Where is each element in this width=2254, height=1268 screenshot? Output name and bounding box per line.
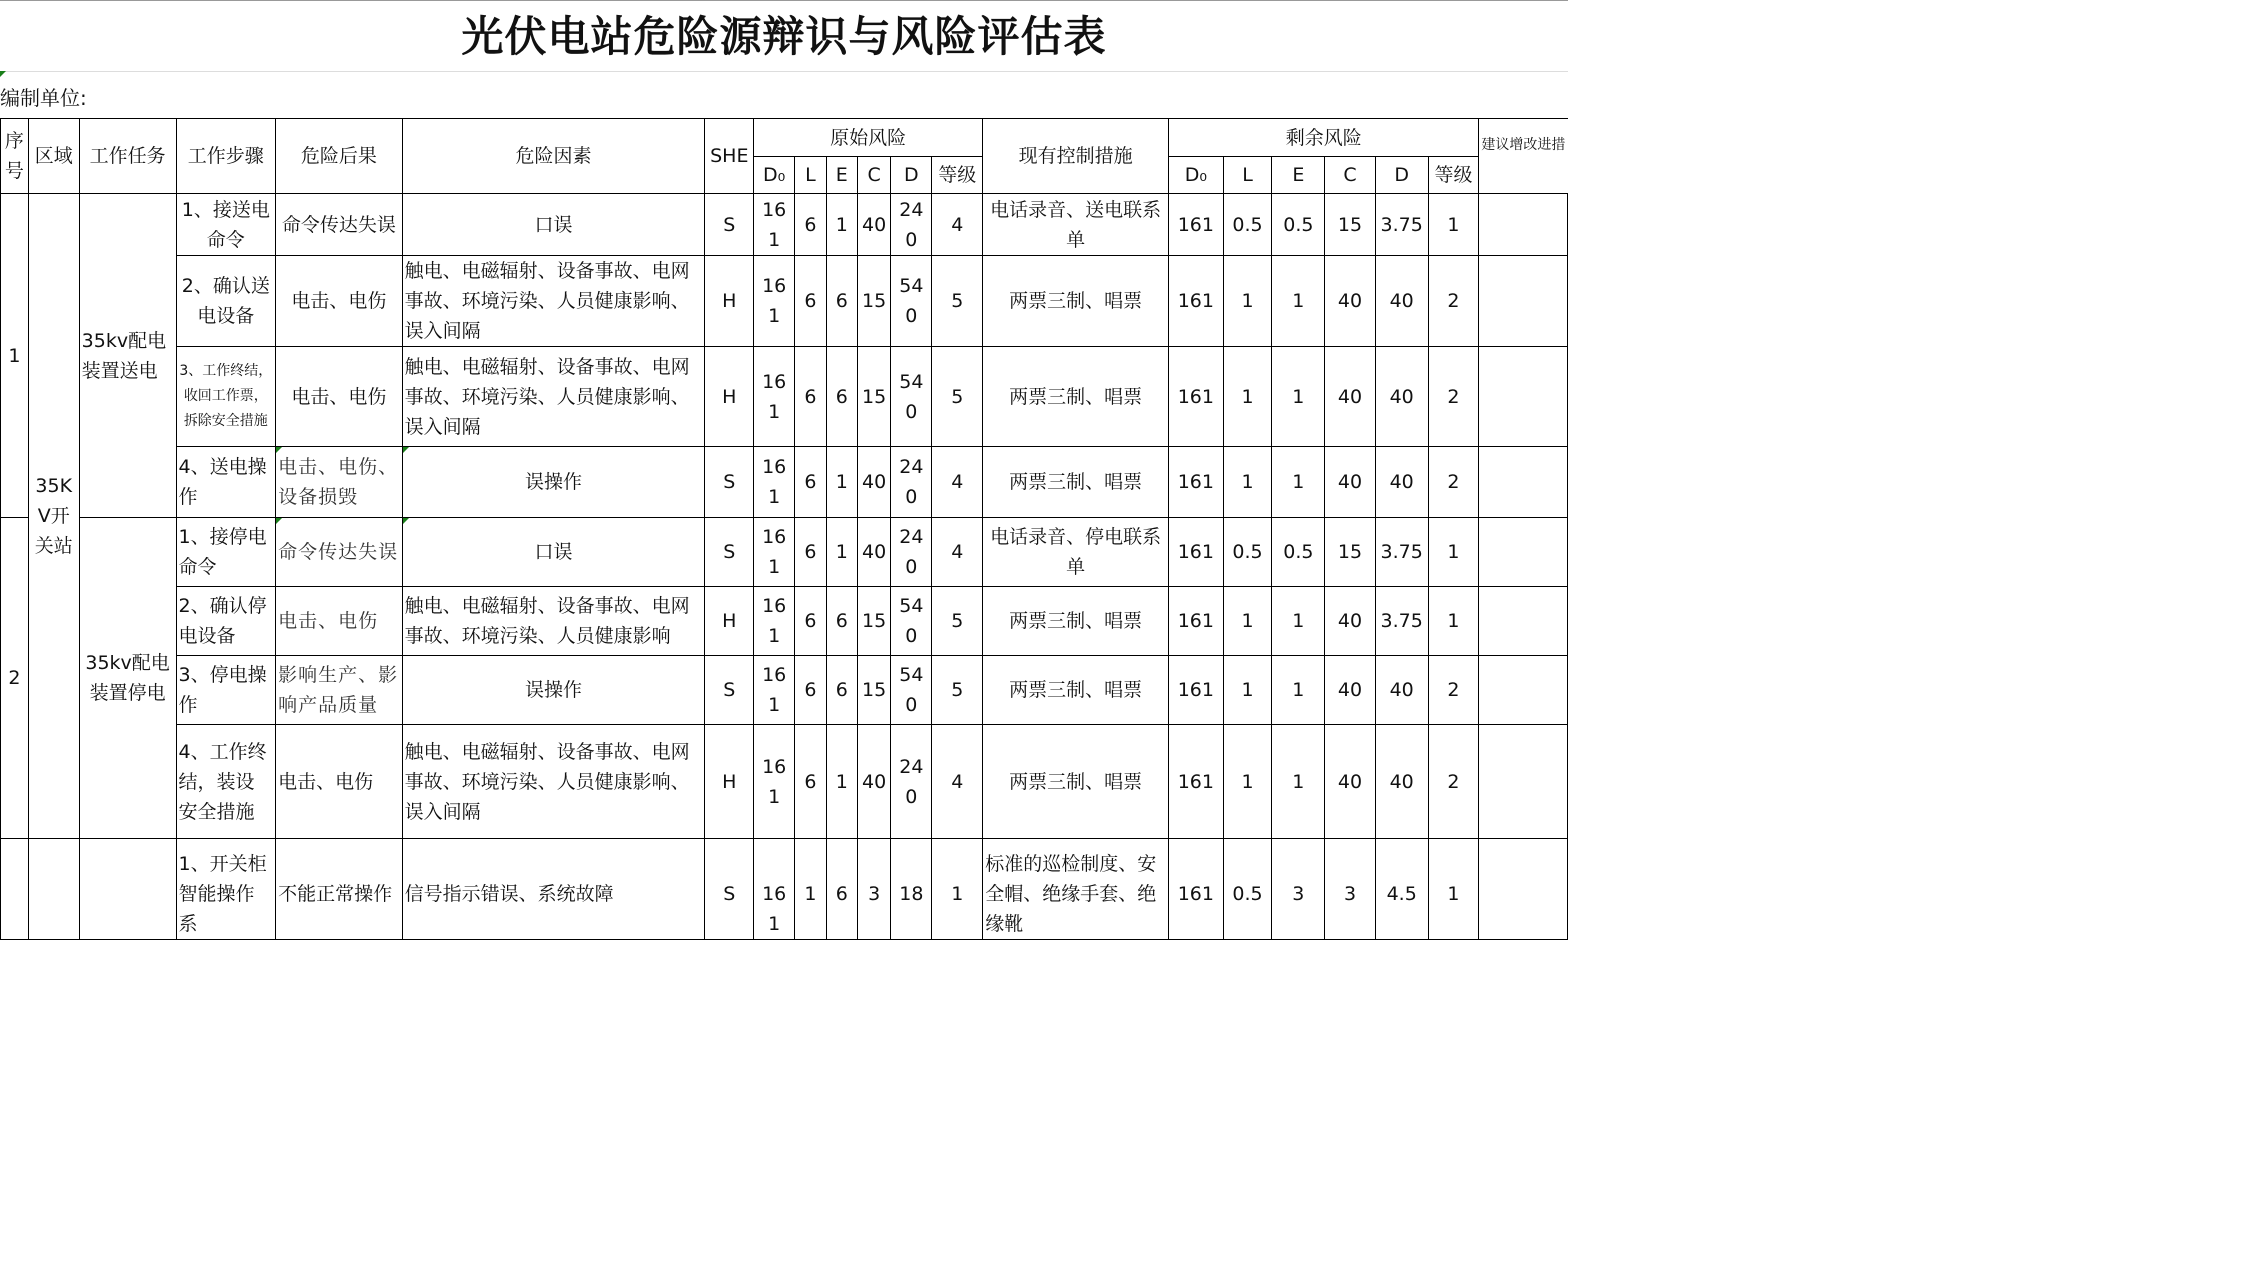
header-factor: 危险因素 (402, 119, 705, 194)
res-level-cell: 2 (1428, 656, 1479, 725)
orig-c-cell: 40 (857, 447, 890, 518)
seq-cell (1, 839, 29, 940)
area-cell (28, 839, 79, 940)
orig-d-cell: 240 (891, 518, 932, 587)
factor-cell: 口误 (402, 518, 705, 587)
controls-cell: 电话录音、送电联系单 (983, 194, 1169, 256)
res-c-cell: 40 (1325, 587, 1376, 656)
step-cell: 2、确认停电设备 (176, 587, 276, 656)
header-she: SHE (705, 119, 754, 194)
orig-d0-cell: 161 (754, 194, 795, 256)
orig-e-cell: 6 (826, 347, 857, 447)
res-level-cell: 1 (1428, 839, 1479, 940)
orig-d0-cell: 161 (754, 347, 795, 447)
res-e-cell: 1 (1272, 256, 1325, 347)
header-step: 工作步骤 (176, 119, 276, 194)
res-e-cell: 1 (1272, 587, 1325, 656)
res-d0-cell: 161 (1169, 725, 1224, 839)
header-res-d0: D₀ (1169, 157, 1224, 194)
header-res-c: C (1325, 157, 1376, 194)
res-d0-cell: 161 (1169, 256, 1224, 347)
step-cell: 1、接停电命令 (176, 518, 276, 587)
factor-cell: 口误 (402, 194, 705, 256)
suggest-cell (1479, 587, 1568, 656)
header-orig-d0: D₀ (754, 157, 795, 194)
step-cell: 1、开关柜智能操作系 (176, 839, 276, 940)
res-level-cell: 2 (1428, 725, 1479, 839)
table-row (1, 256, 1568, 347)
orig-level-cell: 5 (932, 656, 983, 725)
orig-d0-cell: 161 (754, 839, 795, 940)
area-cell: 35KV开关站 (28, 194, 79, 839)
consequence-cell: 不能正常操作 (276, 839, 402, 940)
res-d-cell: 4.5 (1375, 839, 1428, 940)
table-row (1, 839, 1568, 940)
consequence-cell: 电击、电伤 (276, 587, 402, 656)
res-level-cell: 2 (1428, 447, 1479, 518)
res-d-cell: 40 (1375, 256, 1428, 347)
suggest-cell (1479, 347, 1568, 447)
controls-cell: 两票三制、唱票 (983, 256, 1169, 347)
res-c-cell: 40 (1325, 447, 1376, 518)
step-cell: 4、工作终结，装设安全措施 (176, 725, 276, 839)
orig-e-cell: 6 (826, 256, 857, 347)
she-cell: S (705, 518, 754, 587)
consequence-cell: 影响生产、影响产品质量 (276, 656, 402, 725)
orig-d0-cell: 161 (754, 587, 795, 656)
factor-cell: 误操作 (402, 447, 705, 518)
suggest-cell (1479, 194, 1568, 256)
factor-cell: 触电、电磁辐射、设备事故、电网事故、环境污染、人员健康影响、误入间隔 (402, 347, 705, 447)
orig-level-cell: 5 (932, 587, 983, 656)
orig-level-cell: 5 (932, 347, 983, 447)
res-d-cell: 3.75 (1375, 194, 1428, 256)
she-cell: S (705, 447, 754, 518)
header-res-l: L (1223, 157, 1272, 194)
res-l-cell: 1 (1223, 256, 1272, 347)
controls-cell: 两票三制、唱票 (983, 656, 1169, 725)
orig-d0-cell: 161 (754, 725, 795, 839)
controls-cell: 标准的巡检制度、安全帽、绝缘手套、绝缘靴 (983, 839, 1169, 940)
orig-d-cell: 240 (891, 447, 932, 518)
controls-cell: 两票三制、唱票 (983, 347, 1169, 447)
table-row (1, 194, 1568, 256)
task-cell (79, 839, 176, 940)
factor-cell: 信号指示错误、系统故障 (402, 839, 705, 940)
table-row (1, 725, 1568, 839)
res-d0-cell: 161 (1169, 839, 1224, 940)
controls-cell: 两票三制、唱票 (983, 447, 1169, 518)
orig-d-cell: 540 (891, 587, 932, 656)
res-e-cell: 3 (1272, 839, 1325, 940)
consequence-cell: 电击、电伤、设备损毁 (276, 447, 402, 518)
she-cell: S (705, 194, 754, 256)
orig-d0-cell: 161 (754, 256, 795, 347)
header-res-level: 等级 (1428, 157, 1479, 194)
step-cell: 1、接送电命令 (176, 194, 276, 256)
factor-cell: 触电、电磁辐射、设备事故、电网事故、环境污染、人员健康影响、误入间隔 (402, 725, 705, 839)
she-cell: H (705, 587, 754, 656)
res-level-cell: 1 (1428, 587, 1479, 656)
orig-c-cell: 40 (857, 194, 890, 256)
orig-level-cell: 4 (932, 725, 983, 839)
res-d-cell: 3.75 (1375, 587, 1428, 656)
orig-d-cell: 540 (891, 347, 932, 447)
orig-c-cell: 40 (857, 518, 890, 587)
header-res-d: D (1375, 157, 1428, 194)
orig-l-cell: 6 (795, 447, 826, 518)
header-controls: 现有控制措施 (983, 119, 1169, 194)
orig-d-cell: 240 (891, 194, 932, 256)
header-orig-e: E (826, 157, 857, 194)
step-cell: 2、确认送电设备 (176, 256, 276, 347)
orig-level-cell: 4 (932, 447, 983, 518)
res-d-cell: 40 (1375, 447, 1428, 518)
res-l-cell: 1 (1223, 656, 1272, 725)
res-d0-cell: 161 (1169, 194, 1224, 256)
orig-d0-cell: 161 (754, 518, 795, 587)
res-l-cell: 0.5 (1223, 194, 1272, 256)
res-e-cell: 0.5 (1272, 194, 1325, 256)
risk-table (0, 118, 1568, 940)
orig-e-cell: 1 (826, 518, 857, 587)
header-task: 工作任务 (79, 119, 176, 194)
orig-c-cell: 15 (857, 656, 890, 725)
header-res-e: E (1272, 157, 1325, 194)
res-level-cell: 2 (1428, 256, 1479, 347)
orig-e-cell: 6 (826, 587, 857, 656)
header-original-risk: 原始风险 (754, 119, 983, 157)
res-d0-cell: 161 (1169, 447, 1224, 518)
she-cell: S (705, 839, 754, 940)
she-cell: S (705, 656, 754, 725)
suggest-cell (1479, 725, 1568, 839)
consequence-cell: 电击、电伤 (276, 725, 402, 839)
orig-level-cell: 4 (932, 194, 983, 256)
orig-e-cell: 6 (826, 656, 857, 725)
orig-d-cell: 540 (891, 256, 932, 347)
res-e-cell: 1 (1272, 347, 1325, 447)
consequence-cell: 命令传达失误 (276, 518, 402, 587)
orig-c-cell: 40 (857, 725, 890, 839)
orig-d0-cell: 161 (754, 447, 795, 518)
orig-c-cell: 15 (857, 347, 890, 447)
orig-e-cell: 6 (826, 839, 857, 940)
orig-c-cell: 15 (857, 256, 890, 347)
table-row (1, 347, 1568, 447)
res-d0-cell: 161 (1169, 656, 1224, 725)
factor-cell: 触电、电磁辐射、设备事故、电网事故、环境污染、人员健康影响、误入间隔 (402, 256, 705, 347)
res-l-cell: 1 (1223, 725, 1272, 839)
orig-level-cell: 5 (932, 256, 983, 347)
orig-d-cell: 540 (891, 656, 932, 725)
consequence-cell: 命令传达失误 (276, 194, 402, 256)
res-d-cell: 40 (1375, 725, 1428, 839)
res-c-cell: 15 (1325, 518, 1376, 587)
res-l-cell: 1 (1223, 347, 1272, 447)
step-cell: 4、送电操作 (176, 447, 276, 518)
table-row (1, 447, 1568, 518)
header-orig-l: L (795, 157, 826, 194)
seq-cell: 2 (1, 518, 29, 839)
res-e-cell: 1 (1272, 656, 1325, 725)
factor-cell: 触电、电磁辐射、设备事故、电网事故、环境污染、人员健康影响 (402, 587, 705, 656)
res-c-cell: 3 (1325, 839, 1376, 940)
orig-e-cell: 1 (826, 447, 857, 518)
res-c-cell: 40 (1325, 256, 1376, 347)
orig-l-cell: 6 (795, 518, 826, 587)
res-l-cell: 1 (1223, 447, 1272, 518)
suggest-cell (1479, 256, 1568, 347)
res-c-cell: 15 (1325, 194, 1376, 256)
suggest-cell (1479, 447, 1568, 518)
res-c-cell: 40 (1325, 725, 1376, 839)
orig-d-cell: 18 (891, 839, 932, 940)
orig-e-cell: 1 (826, 194, 857, 256)
seq-cell: 1 (1, 194, 29, 518)
header-orig-level: 等级 (932, 157, 983, 194)
consequence-cell: 电击、电伤 (276, 256, 402, 347)
res-level-cell: 1 (1428, 194, 1479, 256)
res-e-cell: 1 (1272, 447, 1325, 518)
header-seq: 序号 (1, 119, 29, 194)
header-consequence: 危险后果 (276, 119, 402, 194)
res-c-cell: 40 (1325, 347, 1376, 447)
orig-l-cell: 6 (795, 256, 826, 347)
orig-e-cell: 1 (826, 725, 857, 839)
orig-l-cell: 6 (795, 725, 826, 839)
orig-c-cell: 15 (857, 587, 890, 656)
orig-d-cell: 240 (891, 725, 932, 839)
page-title: 光伏电站危险源辩识与风险评估表 (0, 0, 1568, 72)
controls-cell: 电话录音、停电联系单 (983, 518, 1169, 587)
table-row (1, 656, 1568, 725)
res-d-cell: 40 (1375, 347, 1428, 447)
header-residual-risk: 剩余风险 (1169, 119, 1479, 157)
header-area: 区域 (28, 119, 79, 194)
controls-cell: 两票三制、唱票 (983, 725, 1169, 839)
orig-l-cell: 6 (795, 656, 826, 725)
orig-l-cell: 6 (795, 347, 826, 447)
orig-l-cell: 6 (795, 194, 826, 256)
she-cell: H (705, 256, 754, 347)
res-e-cell: 0.5 (1272, 518, 1325, 587)
factor-cell: 误操作 (402, 656, 705, 725)
orig-c-cell: 3 (857, 839, 890, 940)
res-d-cell: 3.75 (1375, 518, 1428, 587)
consequence-cell: 电击、电伤 (276, 347, 402, 447)
res-c-cell: 40 (1325, 656, 1376, 725)
task-cell: 35kv配电装置送电 (79, 194, 176, 518)
table-row (1, 518, 1568, 587)
res-level-cell: 2 (1428, 347, 1479, 447)
res-d0-cell: 161 (1169, 347, 1224, 447)
suggest-cell (1479, 839, 1568, 940)
suggest-cell (1479, 656, 1568, 725)
orig-level-cell: 4 (932, 518, 983, 587)
header-orig-c: C (857, 157, 890, 194)
res-l-cell: 0.5 (1223, 518, 1272, 587)
res-l-cell: 1 (1223, 587, 1272, 656)
step-cell: 3、工作终结，收回工作票，拆除安全措施 (176, 347, 276, 447)
step-cell: 3、停电操作 (176, 656, 276, 725)
orig-d0-cell: 161 (754, 656, 795, 725)
controls-cell: 两票三制、唱票 (983, 587, 1169, 656)
res-l-cell: 0.5 (1223, 839, 1272, 940)
header-orig-d: D (891, 157, 932, 194)
task-cell: 35kv配电装置停电 (79, 518, 176, 839)
she-cell: H (705, 347, 754, 447)
table-row (1, 587, 1568, 656)
res-e-cell: 1 (1272, 725, 1325, 839)
cell-comment-marker (0, 71, 6, 77)
she-cell: H (705, 725, 754, 839)
orig-l-cell: 6 (795, 587, 826, 656)
suggest-cell (1479, 518, 1568, 587)
orig-level-cell: 1 (932, 839, 983, 940)
unit-label: 编制单位: (0, 86, 87, 110)
orig-l-cell: 1 (795, 839, 826, 940)
res-d0-cell: 161 (1169, 587, 1224, 656)
res-level-cell: 1 (1428, 518, 1479, 587)
res-d-cell: 40 (1375, 656, 1428, 725)
res-d0-cell: 161 (1169, 518, 1224, 587)
header-suggest: 建议增改进措 (1479, 119, 1568, 194)
